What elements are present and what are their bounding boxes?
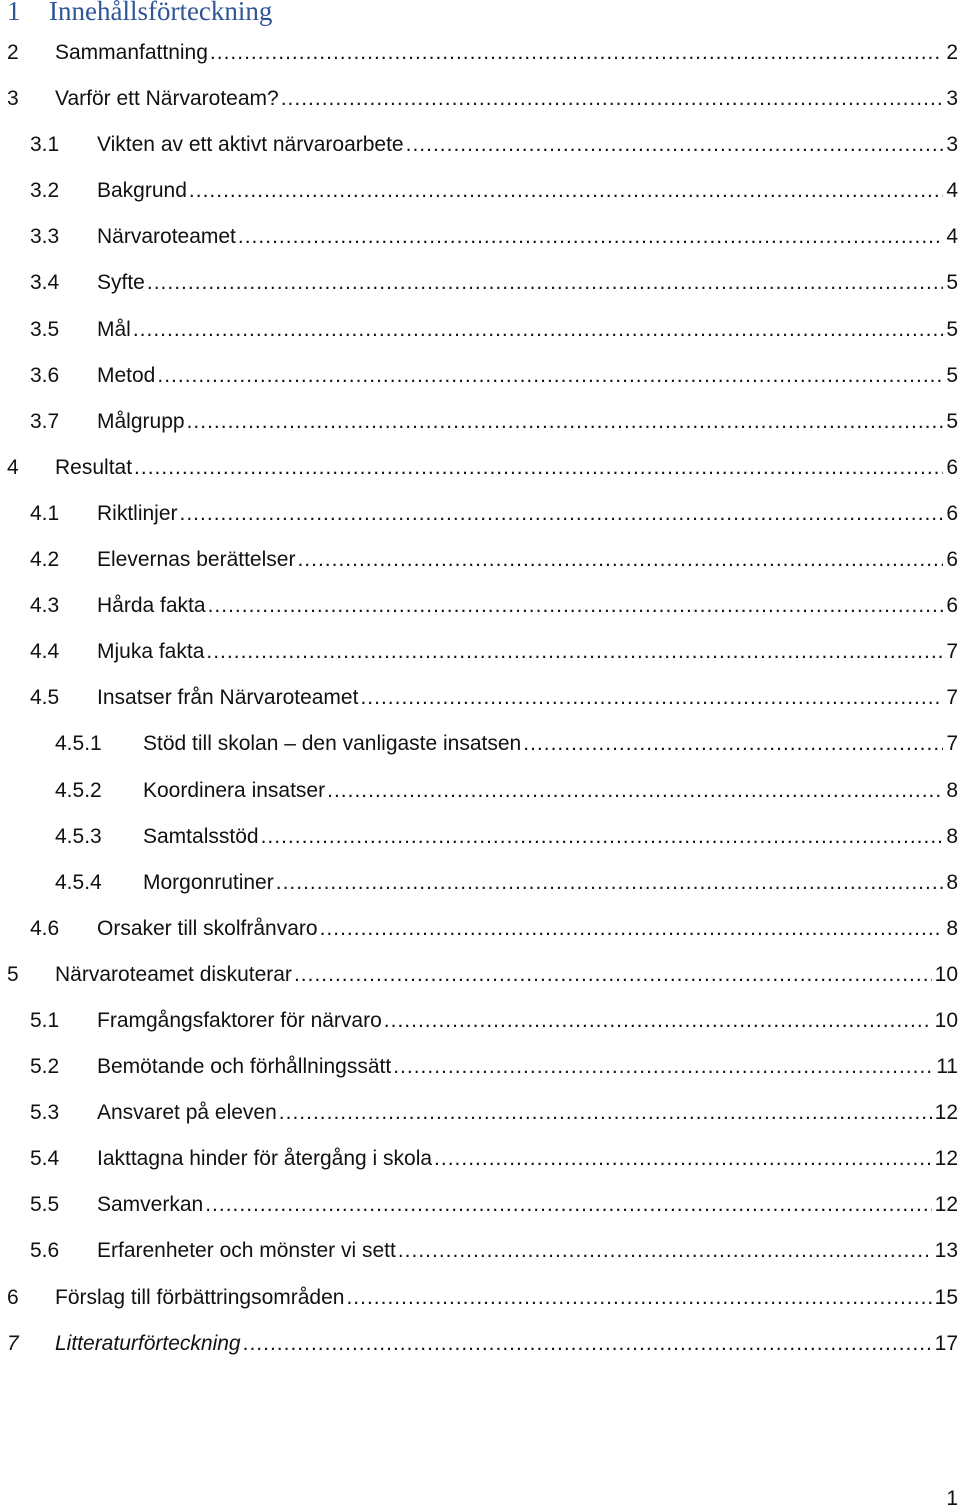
toc-entry-title[interactable]: Framgångsfaktorer för närvaro [97, 1008, 382, 1032]
toc-entry-number: 6 [7, 1285, 19, 1309]
toc-entry-number: 5.1 [30, 1008, 60, 1032]
toc-entry[interactable] [0, 122, 960, 168]
toc-entry-page: 8 [946, 824, 958, 848]
toc-entry-page: 6 [946, 501, 958, 525]
toc-leader-dots [147, 260, 943, 306]
toc-leader-dots [210, 30, 943, 76]
toc-entry-number: 4 [7, 455, 19, 479]
toc-entry-page: 4 [946, 225, 958, 249]
toc-entry-number: 4.5.1 [55, 732, 102, 756]
toc-leader-dots [523, 721, 943, 767]
toc-entry-title[interactable]: Hårda fakta [97, 594, 206, 618]
toc-entry[interactable] [0, 491, 960, 537]
toc-entry[interactable] [0, 675, 960, 721]
toc-leader-dots [261, 814, 944, 860]
toc-leader-dots [157, 353, 943, 399]
toc-list [0, 30, 960, 1367]
toc-entry[interactable] [0, 1321, 960, 1367]
toc-entry-line [97, 998, 958, 1044]
toc-heading-title: Innehållsförteckning [49, 0, 273, 26]
toc-entry-title[interactable]: Vikten av ett aktivt närvaroarbete [97, 133, 404, 157]
toc-entry[interactable] [0, 30, 960, 76]
toc-entry-number: 4.4 [30, 640, 60, 664]
toc-entry-title[interactable]: Orsaker till skolfrånvaro [97, 916, 318, 940]
toc-entry-line [97, 353, 958, 399]
toc-entry-page: 3 [946, 87, 958, 111]
toc-entry-title[interactable]: Litteraturförteckning [55, 1331, 241, 1355]
toc-entry-number: 5.6 [30, 1239, 60, 1263]
toc-entry-line [55, 1275, 958, 1321]
toc-entry-number: 4.5.4 [55, 870, 102, 894]
toc-entry[interactable] [0, 76, 960, 122]
toc-entry-line [97, 583, 958, 629]
toc-leader-dots [281, 76, 944, 122]
toc-entry[interactable] [0, 814, 960, 860]
toc-entry-number: 4.5 [30, 686, 60, 710]
toc-entry-title[interactable]: Sammanfattning [55, 41, 208, 64]
toc-leader-dots [187, 399, 944, 445]
toc-entry-number: 7 [7, 1331, 19, 1355]
toc-entry-page: 12 [934, 1193, 958, 1217]
toc-entry[interactable] [0, 906, 960, 952]
toc-entry[interactable] [0, 1090, 960, 1136]
toc-entry-line [143, 814, 958, 860]
toc-entry-title[interactable]: Samtalsstöd [143, 824, 259, 848]
toc-entry-page: 12 [934, 1147, 958, 1171]
toc-entry-number: 5.4 [30, 1147, 60, 1171]
toc-entry-page: 6 [946, 594, 958, 618]
toc-entry-title[interactable]: Bakgrund [97, 179, 187, 203]
toc-entry-number: 5.5 [30, 1193, 60, 1217]
toc-leader-dots [134, 445, 943, 491]
toc-entry-line [97, 214, 958, 260]
toc-entry-page: 5 [946, 271, 958, 295]
toc-entry-page: 2 [946, 41, 958, 64]
toc-entry-title[interactable]: Metod [97, 363, 156, 387]
toc-entry-page: 7 [946, 686, 958, 710]
toc-entry[interactable] [0, 307, 960, 353]
toc-entry-line [143, 768, 958, 814]
toc-entry[interactable] [0, 399, 960, 445]
toc-leader-dots [360, 675, 943, 721]
toc-leader-dots [434, 1136, 932, 1182]
toc-entry-line [97, 168, 958, 214]
toc-entry-page: 5 [946, 409, 958, 433]
toc-entry-page: 3 [946, 133, 958, 157]
toc-leader-dots [238, 214, 943, 260]
toc-entry-number: 4.5.2 [55, 778, 102, 802]
toc-entry-page: 10 [934, 1008, 958, 1032]
toc-leader-dots [276, 860, 944, 906]
toc-leader-dots [398, 1228, 932, 1274]
toc-entry-title[interactable]: Koordinera insatser [143, 778, 326, 802]
toc-entry-title[interactable]: Riktlinjer [97, 501, 178, 525]
toc-entry[interactable] [0, 952, 960, 998]
toc-entry-page: 6 [946, 455, 958, 479]
toc-entry-line [97, 260, 958, 306]
toc-entry[interactable] [0, 168, 960, 214]
toc-heading [7, 0, 272, 27]
toc-entry-title[interactable]: Bemötande och förhållningssätt [97, 1055, 392, 1079]
toc-leader-dots [346, 1275, 931, 1321]
toc-entry[interactable] [0, 721, 960, 767]
toc-entry[interactable] [0, 445, 960, 491]
toc-entry-title[interactable]: Morgonrutiner [143, 870, 274, 894]
page-number: 1 [946, 1487, 958, 1510]
toc-entry-line [55, 952, 958, 998]
toc-leader-dots [279, 1090, 932, 1136]
toc-entry-line [143, 860, 958, 906]
toc-entry-page: 5 [946, 317, 958, 341]
toc-entry[interactable] [0, 1136, 960, 1182]
toc-entry-number: 2 [7, 41, 19, 64]
toc-leader-dots [206, 629, 943, 675]
toc-entry-line [97, 906, 958, 952]
toc-entry-page: 7 [946, 732, 958, 756]
toc-entry-line [97, 675, 958, 721]
toc-entry-number: 3.4 [30, 271, 60, 295]
toc-entry-line [55, 445, 958, 491]
toc-entry[interactable] [0, 998, 960, 1044]
toc-leader-dots [327, 768, 943, 814]
toc-entry-line [55, 30, 958, 76]
toc-entry[interactable] [0, 629, 960, 675]
toc-entry-line [143, 721, 958, 767]
toc-entry-number: 4.5.3 [55, 824, 102, 848]
toc-entry-page: 5 [946, 363, 958, 387]
toc-entry-number: 5.3 [30, 1101, 60, 1125]
toc-leader-dots [205, 1182, 931, 1228]
toc-entry-title[interactable]: Iakttagna hinder för återgång i skola [97, 1147, 433, 1171]
toc-entry-title[interactable]: Förslag till förbättringsområden [55, 1285, 345, 1309]
toc-entry-number: 5.2 [30, 1055, 60, 1079]
toc-entry-title[interactable]: Syfte [97, 271, 145, 295]
toc-entry-line [97, 1182, 958, 1228]
toc-entry-line [55, 1321, 958, 1367]
toc-entry-title[interactable]: Närvaroteamet diskuterar [55, 962, 292, 986]
toc-entry[interactable] [0, 860, 960, 906]
toc-entry[interactable] [0, 1044, 960, 1090]
toc-entry[interactable] [0, 1275, 960, 1321]
toc-entry-page: 6 [946, 548, 958, 572]
toc-entry-page: 7 [946, 640, 958, 664]
toc-entry-page: 8 [946, 870, 958, 894]
toc-entry-page: 8 [946, 778, 958, 802]
toc-entry-title[interactable]: Samverkan [97, 1193, 204, 1217]
toc-entry-number: 3.2 [30, 179, 60, 203]
toc-entry-number: 3.1 [30, 133, 60, 157]
toc-entry-page: 12 [934, 1101, 958, 1125]
toc-entry-number: 4.1 [30, 501, 60, 525]
toc-entry-title[interactable]: Målgrupp [97, 409, 185, 433]
toc-entry[interactable] [0, 1228, 960, 1274]
toc-entry[interactable] [0, 768, 960, 814]
toc-entry-page: 17 [934, 1331, 958, 1355]
toc-entry-title[interactable]: Närvaroteamet [97, 225, 236, 249]
toc-entry-number: 4.3 [30, 594, 60, 618]
toc-entry-title[interactable]: Erfarenheter och mönster vi sett [97, 1239, 396, 1263]
toc-leader-dots [294, 952, 932, 998]
toc-entry-title[interactable]: Insatser från Närvaroteamet [97, 686, 359, 710]
toc-entry-line [97, 307, 958, 353]
toc-heading-number: 1 [7, 0, 21, 26]
toc-entry-line [97, 491, 958, 537]
toc-entry-number: 3.5 [30, 317, 60, 341]
toc-entry-page: 15 [934, 1285, 958, 1309]
toc-entry-title[interactable]: Stöd till skolan – den vanligaste insatsen [143, 732, 522, 756]
toc-leader-dots [393, 1044, 933, 1090]
toc-entry-line [97, 1090, 958, 1136]
toc-entry-page: 11 [936, 1055, 958, 1079]
toc-entry[interactable] [0, 260, 960, 306]
toc-entry-page: 10 [934, 962, 958, 986]
toc-entry[interactable] [0, 537, 960, 583]
toc-entry-line [97, 537, 958, 583]
toc-entry-page: 8 [946, 916, 958, 940]
toc-entry-line [97, 1044, 958, 1090]
toc-entry[interactable] [0, 353, 960, 399]
toc-entry-title[interactable]: Mjuka fakta [97, 640, 205, 664]
toc-entry-number: 4.6 [30, 916, 60, 940]
toc-entry-page: 4 [946, 179, 958, 203]
toc-entry[interactable] [0, 583, 960, 629]
toc-entry-page: 13 [934, 1239, 958, 1263]
toc-entry-title[interactable]: Elevernas berättelser [97, 548, 296, 572]
toc-entry[interactable] [0, 1182, 960, 1228]
toc-entry-line [97, 122, 958, 168]
toc-entry-title[interactable]: Ansvaret på eleven [97, 1101, 277, 1125]
toc-entry-number: 3.7 [30, 409, 60, 433]
toc-entry-number: 3 [7, 87, 19, 111]
toc-leader-dots [189, 168, 943, 214]
toc-entry-line [55, 76, 958, 122]
toc-entry-number: 3.3 [30, 225, 60, 249]
toc-leader-dots [208, 583, 944, 629]
toc-leader-dots [243, 1321, 932, 1367]
toc-leader-dots [180, 491, 944, 537]
toc-leader-dots [406, 122, 944, 168]
toc-entry-number: 4.2 [30, 548, 60, 572]
toc-entry-number: 3.6 [30, 363, 60, 387]
toc-leader-dots [320, 906, 944, 952]
toc-entry-line [97, 629, 958, 675]
toc-leader-dots [384, 998, 932, 1044]
toc-leader-dots [297, 537, 943, 583]
toc-entry-line [97, 399, 958, 445]
toc-leader-dots [133, 307, 943, 353]
toc-entry-line [97, 1136, 958, 1182]
toc-entry-number: 5 [7, 962, 19, 986]
toc-entry[interactable] [0, 214, 960, 260]
toc-entry-title[interactable]: Varför ett Närvaroteam? [55, 87, 279, 111]
toc-entry-title[interactable]: Mål [97, 317, 131, 341]
toc-entry-title[interactable]: Resultat [55, 455, 133, 479]
toc-entry-line [97, 1228, 958, 1274]
